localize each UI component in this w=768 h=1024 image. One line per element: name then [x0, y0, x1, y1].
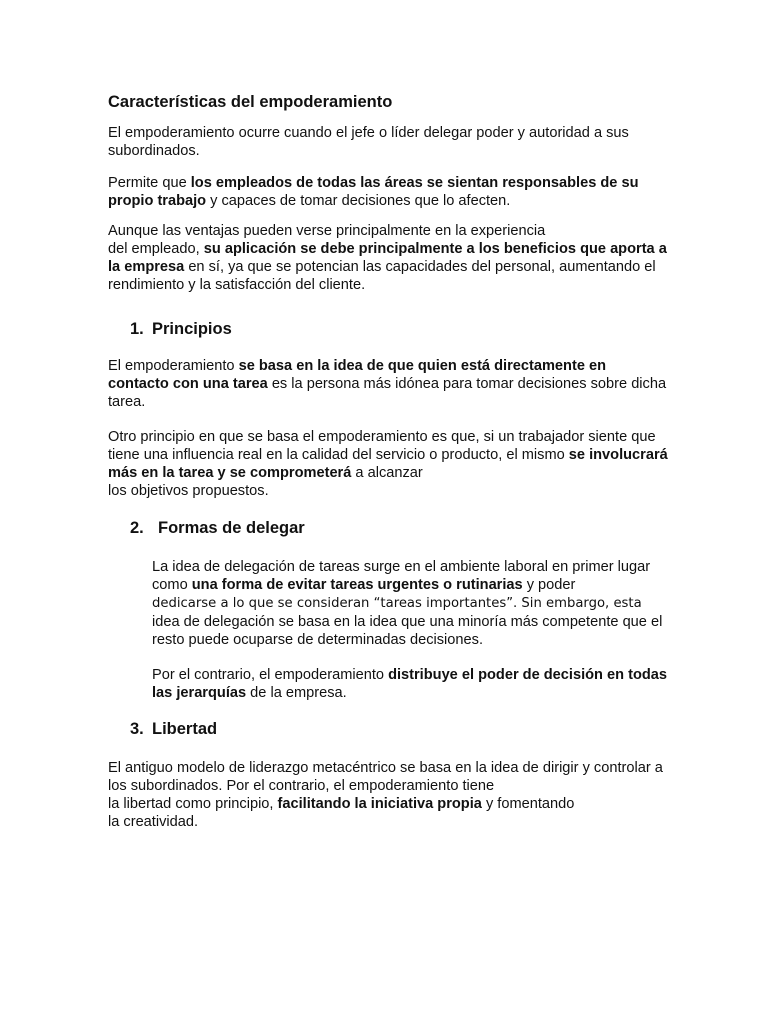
delegar-paragraph-2: Por el contrario, el empoderamiento distribuye el poder de decisión en todas las jerarquías de la empresa. [152, 667, 668, 701]
bold-phrase: su aplicación se debe principalmente a los beneficios que aporta a la empresa [108, 241, 667, 275]
section-heading-libertad: 3. Libertad [130, 720, 218, 738]
bold-phrase: distribuye el poder de decisión en todas las jerarquías [152, 667, 668, 701]
intro-paragraph [108, 124, 668, 160]
bold-phrase: se involucrará más en la tarea y se comprometerá [108, 447, 668, 481]
responsibility-paragraph: Permite que los empleados de todas las áreas se sientan responsables de su propio trabajo y capaces de tomar decisiones que lo afecten. [108, 175, 639, 209]
libertad-paragraph: El antiguo modelo de liderazgo metacéntrico se basa en la idea de dirigir y controlar a los subordinados. Por el contrario, el empoderamiento tiene la libertad como principio, facilitando la iniciativa propia y fomentando la creatividad. [108, 760, 663, 830]
section-heading-formas-de-delegar: 2. Formas de delegar [130, 519, 305, 537]
bold-phrase: una forma de evitar tareas urgentes o rutinarias [191, 577, 523, 593]
delegar-paragraph-1: La idea de delegación de tareas surge en el ambiente laboral en primer lugar como una forma de evitar tareas urgentes o rutinarias y poder dedicarse a lo que se consideran “tareas importantes”. Sin embargo, esta idea de delegación se basa en la idea que una minoría más competente que el resto puede ocuparse de determinadas decisiones. [152, 559, 663, 648]
intro-text: El empoderamiento ocurre cuando el jefe o líder delegar poder y autoridad a sus subordinados. [108, 125, 629, 159]
document-title: Características del empoderamiento [108, 93, 393, 111]
principios-paragraph-1: El empoderamiento se basa en la idea de que quien está directamente en contacto con una tarea es la persona más idónea para tomar decisiones sobre dicha tarea. [108, 358, 667, 410]
principios-paragraph-2: Otro principio en que se basa el empoderamiento es que, si un trabajador siente que tiene una influencia real en la calidad del servicio o producto, el mismo se involucrará más en la tarea y se comprometerá a alcanzar los objetivos propuestos. [108, 429, 668, 499]
bold-phrase: se basa en la idea de que quien está directamente en contacto con una tarea [108, 358, 607, 392]
bold-phrase: los empleados de todas las áreas se sientan responsables de su propio trabajo [108, 175, 639, 209]
section-heading-principios: 1. Principios [130, 320, 232, 338]
bold-phrase: facilitando la iniciativa propia [277, 796, 482, 812]
advantages-paragraph: Aunque las ventajas pueden verse principalmente en la experiencia del empleado, su aplicación se debe principalmente a los beneficios que aporta a la empresa en sí, ya que se potencian las capacidades del personal, aumentando el rendimiento y la satisfacción del cliente. [108, 223, 667, 293]
